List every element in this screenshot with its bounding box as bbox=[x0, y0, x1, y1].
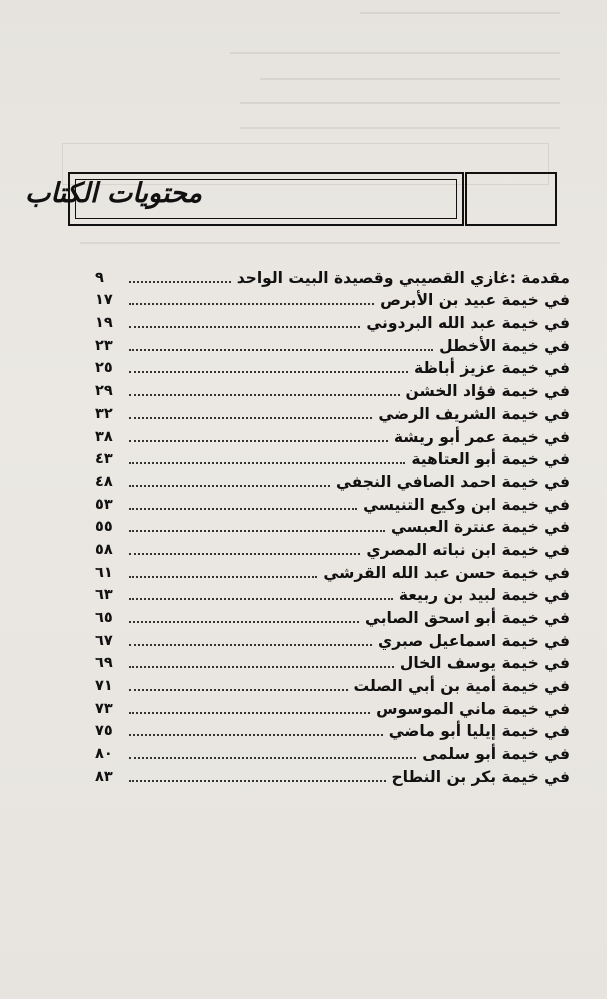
toc-dot-leader bbox=[129, 303, 374, 305]
toc-entry-page: ٥٨ bbox=[95, 541, 113, 558]
toc-dot-leader bbox=[129, 508, 357, 510]
toc-entry-page: ٥٣ bbox=[95, 496, 113, 513]
toc-entry bbox=[95, 469, 570, 492]
toc-entry bbox=[95, 719, 570, 742]
toc-entry-page: ٣٢ bbox=[95, 405, 113, 422]
toc-entry-page: ٢٣ bbox=[95, 337, 113, 354]
toc-dot-leader bbox=[129, 530, 385, 532]
toc-dot-leader bbox=[129, 621, 359, 623]
toc-entry-title: في خيمة عزيز أباظة bbox=[414, 359, 570, 378]
toc-entry bbox=[95, 628, 570, 651]
toc-entry-title: في خيمة احمد الصافي النجفي bbox=[335, 472, 570, 491]
toc-entry bbox=[95, 515, 570, 538]
toc-dot-leader bbox=[129, 485, 330, 487]
toc-entry-title: في خيمة ابن نباته المصري bbox=[366, 540, 570, 559]
toc-dot-leader bbox=[129, 576, 317, 578]
toc-dot-leader bbox=[129, 440, 388, 442]
header-title-frame bbox=[25, 172, 464, 226]
toc-entry-title: في خيمة أبو العتاهية bbox=[411, 450, 570, 469]
toc-entry-page: ٧٥ bbox=[95, 723, 113, 740]
toc-entry-page: ٢٥ bbox=[95, 360, 113, 377]
toc-entry-title: في خيمة ماني الموسوس bbox=[376, 699, 570, 718]
toc-dot-leader bbox=[129, 462, 405, 464]
toc-entry-page: ٤٨ bbox=[95, 473, 113, 490]
toc-entry bbox=[95, 356, 570, 379]
toc-entry-page: ٨٣ bbox=[95, 768, 113, 785]
toc-entry-title: في خيمة عبيد بن الأبرص bbox=[380, 291, 570, 310]
toc-dot-leader bbox=[129, 644, 372, 646]
toc-entry-title: مقدمة :غازي القصيبي وقصيدة البيت الواحد bbox=[236, 268, 570, 287]
toc-entry bbox=[95, 583, 570, 606]
toc-entry-page: ٥٥ bbox=[95, 519, 113, 536]
toc-entry bbox=[95, 605, 570, 628]
toc-dot-leader bbox=[129, 281, 231, 283]
toc-entry-title: في خيمة ابن وكيع التنيسي bbox=[363, 495, 570, 514]
toc-dot-leader bbox=[129, 394, 400, 396]
toc-entry-title: في خيمة فؤاد الخشن bbox=[405, 382, 570, 401]
toc-entry bbox=[95, 310, 570, 333]
toc-entry-title: في خيمة لبيد بن ربيعة bbox=[398, 586, 570, 605]
toc-dot-leader bbox=[129, 326, 360, 328]
toc-dot-leader bbox=[129, 349, 433, 351]
toc-entry bbox=[95, 651, 570, 674]
toc-entry bbox=[95, 492, 570, 515]
toc-entry bbox=[95, 265, 570, 288]
toc-entry-title: في خيمة عبد الله البردوني bbox=[366, 314, 570, 333]
toc-entry-title: في خيمة حسن عبد الله القرشي bbox=[323, 563, 570, 582]
toc-entry-title: في خيمة اسماعيل صبري bbox=[378, 631, 570, 650]
toc-dot-leader bbox=[129, 757, 416, 759]
toc-entry bbox=[95, 378, 570, 401]
toc-entry-page: ٧١ bbox=[95, 678, 113, 695]
toc-entry-page: ٦٥ bbox=[95, 610, 113, 626]
toc-entry bbox=[95, 288, 570, 311]
toc-entry-title: في خيمة يوسف الخال bbox=[399, 654, 570, 673]
page-title: محتويات الكتاب bbox=[25, 178, 202, 209]
toc-entry-title: في خيمة أبو سلمى bbox=[422, 745, 570, 764]
toc-entry bbox=[95, 560, 570, 583]
toc-dot-leader bbox=[129, 689, 348, 691]
toc-entry bbox=[95, 333, 570, 356]
toc-entry-title: في خيمة إيليا أبو ماضي bbox=[388, 722, 570, 741]
toc-entry-page: ٦٧ bbox=[95, 632, 113, 649]
toc-entry-title: في خيمة الأخطل bbox=[439, 336, 570, 355]
toc-entry bbox=[95, 696, 570, 719]
toc-entry bbox=[95, 447, 570, 470]
table-of-contents bbox=[95, 265, 570, 787]
toc-dot-leader bbox=[129, 553, 360, 555]
toc-dot-leader bbox=[129, 734, 383, 736]
toc-entry-page: ٦٩ bbox=[95, 655, 113, 672]
toc-entry-page: ١٩ bbox=[95, 315, 113, 332]
toc-entry-title: في خيمة عمر أبو ريشة bbox=[393, 427, 570, 446]
toc-entry bbox=[95, 537, 570, 560]
toc-entry bbox=[95, 401, 570, 424]
toc-entry-page: ٦٣ bbox=[95, 587, 113, 604]
toc-entry bbox=[95, 741, 570, 764]
header-decorative-box bbox=[465, 172, 557, 226]
toc-entry-page: ٤٣ bbox=[95, 451, 113, 468]
toc-entry-page: ٣٨ bbox=[95, 428, 113, 445]
toc-dot-leader bbox=[129, 598, 393, 600]
toc-entry-page: ١٧ bbox=[95, 292, 113, 309]
toc-dot-leader bbox=[129, 780, 386, 782]
toc-dot-leader bbox=[129, 712, 370, 714]
toc-entry-page: ٧٣ bbox=[95, 700, 113, 717]
toc-entry-title: في خيمة أمية بن أبي الصلت bbox=[353, 677, 570, 696]
toc-dot-leader bbox=[129, 417, 372, 419]
toc-entry-page: ٨٠ bbox=[95, 746, 113, 763]
toc-entry-title: في خيمة أبو اسحق الصابي bbox=[365, 609, 570, 627]
toc-dot-leader bbox=[129, 666, 394, 668]
toc-entry-title: في خيمة الشريف الرضي bbox=[378, 404, 570, 423]
toc-entry-title: في خيمة بكر بن النطاح bbox=[391, 767, 570, 786]
toc-entry-title: في خيمة عنترة العبسي bbox=[390, 518, 570, 537]
toc-entry-page: ٩ bbox=[95, 269, 104, 286]
toc-entry bbox=[95, 424, 570, 447]
toc-entry bbox=[95, 673, 570, 696]
toc-entry-page: ٦١ bbox=[95, 564, 113, 581]
toc-entry-page: ٢٩ bbox=[95, 383, 113, 400]
toc-entry bbox=[95, 764, 570, 787]
toc-dot-leader bbox=[129, 371, 408, 373]
